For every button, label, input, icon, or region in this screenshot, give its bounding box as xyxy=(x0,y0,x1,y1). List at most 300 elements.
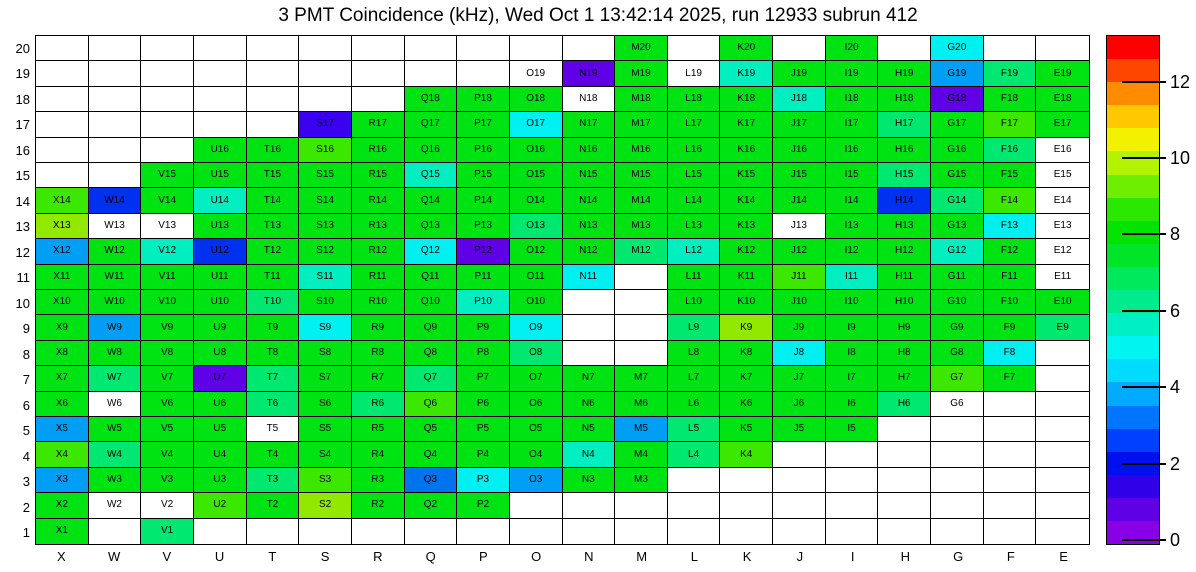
grid-cell xyxy=(1036,493,1089,518)
grid-cell: T13 xyxy=(247,214,300,239)
grid-cell: L17 xyxy=(668,112,721,137)
grid-cell xyxy=(457,519,510,544)
grid-cell: M15 xyxy=(615,163,668,188)
grid-cell: X3 xyxy=(36,468,89,493)
colorbar-segment xyxy=(1107,313,1159,336)
grid-cell: H9 xyxy=(878,315,931,340)
colorbar-segment xyxy=(1107,221,1159,244)
grid-cell xyxy=(510,493,563,518)
grid-cell xyxy=(563,493,616,518)
grid-cell: S2 xyxy=(299,493,352,518)
y-axis-tick-label: 20 xyxy=(15,40,30,56)
grid-cell: Q17 xyxy=(405,112,458,137)
grid-cell: U10 xyxy=(194,290,247,315)
plot-title: 3 PMT Coincidence (kHz), Wed Oct 1 13:42:14 2025, run 12933 subrun 412 xyxy=(278,5,918,26)
grid-cell: U5 xyxy=(194,417,247,442)
grid-cell: R12 xyxy=(352,239,405,264)
grid-cell: K13 xyxy=(720,214,773,239)
colorbar-tick-label: 4 xyxy=(1170,377,1181,398)
x-axis-tick-label: P xyxy=(479,549,488,564)
grid-cell: X12 xyxy=(36,239,89,264)
grid-cell xyxy=(36,112,89,137)
grid-cell xyxy=(984,519,1037,544)
grid-cell: L10 xyxy=(668,290,721,315)
grid-cell: F8 xyxy=(984,341,1037,366)
grid-cell: F13 xyxy=(984,214,1037,239)
grid-cell xyxy=(878,417,931,442)
grid-cell: Q4 xyxy=(405,442,458,467)
grid-cell: F18 xyxy=(984,87,1037,112)
grid-cell: K12 xyxy=(720,239,773,264)
grid-cell: O4 xyxy=(510,442,563,467)
grid-cell: I12 xyxy=(826,239,879,264)
grid-cell xyxy=(194,61,247,86)
grid-cell xyxy=(773,36,826,61)
grid-cell xyxy=(826,468,879,493)
grid-cell: L11 xyxy=(668,265,721,290)
grid-cell: M6 xyxy=(615,392,668,417)
grid-cell: I14 xyxy=(826,188,879,213)
grid-cell xyxy=(457,36,510,61)
grid-cell: X6 xyxy=(36,392,89,417)
grid-cell: Q8 xyxy=(405,341,458,366)
grid-cell: K8 xyxy=(720,341,773,366)
grid-cell xyxy=(563,290,616,315)
grid-cell: W14 xyxy=(89,188,142,213)
grid-cell: J17 xyxy=(773,112,826,137)
colorbar-segment xyxy=(1107,59,1159,82)
grid-cell: R11 xyxy=(352,265,405,290)
x-axis-tick-label: O xyxy=(531,549,542,564)
grid-cell: J6 xyxy=(773,392,826,417)
grid-cell xyxy=(878,519,931,544)
grid-cell: L16 xyxy=(668,138,721,163)
grid-cell: I7 xyxy=(826,366,879,391)
grid-cell: T9 xyxy=(247,315,300,340)
grid-cell: G9 xyxy=(931,315,984,340)
grid-cell: N16 xyxy=(563,138,616,163)
colorbar-segment xyxy=(1107,128,1159,151)
grid-cell xyxy=(1036,36,1089,61)
y-axis-tick-label: 7 xyxy=(22,372,30,388)
y-axis-tick-label: 1 xyxy=(22,525,30,541)
grid-cell: Q3 xyxy=(405,468,458,493)
grid-cell: M16 xyxy=(615,138,668,163)
grid-cell: R10 xyxy=(352,290,405,315)
grid-cell: M17 xyxy=(615,112,668,137)
grid-cell: N12 xyxy=(563,239,616,264)
y-axis-tick-label: 17 xyxy=(15,117,30,133)
grid-cell xyxy=(984,417,1037,442)
grid-cell: R6 xyxy=(352,392,405,417)
y-axis-tick-label: 8 xyxy=(22,346,30,362)
grid-cell: J9 xyxy=(773,315,826,340)
grid-cell xyxy=(720,493,773,518)
grid-cell xyxy=(563,36,616,61)
grid-cell: P14 xyxy=(457,188,510,213)
grid-cell xyxy=(36,138,89,163)
grid-cell: K4 xyxy=(720,442,773,467)
grid-cell: V11 xyxy=(141,265,194,290)
grid-cell xyxy=(668,468,721,493)
grid-cell: U11 xyxy=(194,265,247,290)
grid-cell: R14 xyxy=(352,188,405,213)
grid-cell: U3 xyxy=(194,468,247,493)
colorbar-tick-label: 8 xyxy=(1170,224,1181,245)
grid-cell: H19 xyxy=(878,61,931,86)
grid-cell: M3 xyxy=(615,468,668,493)
y-axis-tick-label: 4 xyxy=(22,448,30,464)
grid-cell: U8 xyxy=(194,341,247,366)
grid-cell xyxy=(194,112,247,137)
grid-cell: E10 xyxy=(1036,290,1089,315)
grid-cell: G19 xyxy=(931,61,984,86)
grid-cell: X2 xyxy=(36,493,89,518)
grid-cell: E11 xyxy=(1036,265,1089,290)
grid-cell: O8 xyxy=(510,341,563,366)
grid-cell: I15 xyxy=(826,163,879,188)
grid-cell: I11 xyxy=(826,265,879,290)
grid-cell: L18 xyxy=(668,87,721,112)
y-axis-tick-label: 9 xyxy=(22,321,30,337)
grid-cell: E12 xyxy=(1036,239,1089,264)
grid-cell: J14 xyxy=(773,188,826,213)
x-axis-tick-label: W xyxy=(107,549,121,564)
grid-cell xyxy=(405,519,458,544)
grid-cell: T7 xyxy=(247,366,300,391)
grid-cell: P17 xyxy=(457,112,510,137)
grid-cell xyxy=(615,315,668,340)
grid-cell: V8 xyxy=(141,341,194,366)
grid-cell: T6 xyxy=(247,392,300,417)
grid-cell: Q12 xyxy=(405,239,458,264)
x-axis-tick-label: S xyxy=(320,549,330,564)
grid-cell: R13 xyxy=(352,214,405,239)
grid-cell: K5 xyxy=(720,417,773,442)
grid-cell xyxy=(563,519,616,544)
grid-cell xyxy=(720,519,773,544)
grid-cell: E18 xyxy=(1036,87,1089,112)
grid-cell: M12 xyxy=(615,239,668,264)
colorbar-segment xyxy=(1107,336,1159,359)
grid-cell xyxy=(826,442,879,467)
grid-cell: N13 xyxy=(563,214,616,239)
grid-cell: P8 xyxy=(457,341,510,366)
grid-cell xyxy=(89,519,142,544)
grid-cell xyxy=(1036,341,1089,366)
grid-cell: S12 xyxy=(299,239,352,264)
grid-cell: R15 xyxy=(352,163,405,188)
grid-cell xyxy=(299,36,352,61)
grid-cell: J5 xyxy=(773,417,826,442)
grid-cell: F9 xyxy=(984,315,1037,340)
grid-cell: F11 xyxy=(984,265,1037,290)
grid-cell: K15 xyxy=(720,163,773,188)
grid-cell: K18 xyxy=(720,87,773,112)
grid-cell: Q11 xyxy=(405,265,458,290)
grid-cell xyxy=(984,36,1037,61)
grid-cell xyxy=(36,36,89,61)
grid-cell: N19 xyxy=(563,61,616,86)
grid-cell: F10 xyxy=(984,290,1037,315)
grid-cell xyxy=(931,519,984,544)
grid-cell xyxy=(405,61,458,86)
x-axis-tick-label: J xyxy=(796,549,804,564)
colorbar-tick xyxy=(1122,539,1166,541)
grid-cell xyxy=(615,493,668,518)
grid-cell xyxy=(878,36,931,61)
grid-cell: M19 xyxy=(615,61,668,86)
grid-cell: I5 xyxy=(826,417,879,442)
grid-cell: W6 xyxy=(89,392,142,417)
y-axis-tick-label: 6 xyxy=(22,397,30,413)
grid-cell: M5 xyxy=(615,417,668,442)
grid-cell: M14 xyxy=(615,188,668,213)
grid-cell: N5 xyxy=(563,417,616,442)
grid-cell: W2 xyxy=(89,493,142,518)
grid-cell: S10 xyxy=(299,290,352,315)
colorbar-segment xyxy=(1107,406,1159,429)
grid-cell: O15 xyxy=(510,163,563,188)
grid-cell: G11 xyxy=(931,265,984,290)
grid-cell: O6 xyxy=(510,392,563,417)
grid-cell: I18 xyxy=(826,87,879,112)
colorbar-tick xyxy=(1122,233,1166,235)
x-axis-tick-label: M xyxy=(636,549,648,564)
grid-cell: X7 xyxy=(36,366,89,391)
colorbar-tick xyxy=(1122,310,1166,312)
grid-cell: P3 xyxy=(457,468,510,493)
grid-cell: N18 xyxy=(563,87,616,112)
y-axis-tick-label: 10 xyxy=(15,295,30,311)
grid-cell: I19 xyxy=(826,61,879,86)
grid-cell: E15 xyxy=(1036,163,1089,188)
grid-cell xyxy=(773,468,826,493)
grid-cell: L15 xyxy=(668,163,721,188)
x-axis-tick-label: G xyxy=(953,549,964,564)
grid-cell: E16 xyxy=(1036,138,1089,163)
colorbar-segment xyxy=(1107,244,1159,267)
grid-cell: N7 xyxy=(563,366,616,391)
grid-cell: J16 xyxy=(773,138,826,163)
grid-cell: S4 xyxy=(299,442,352,467)
grid-cell: J18 xyxy=(773,87,826,112)
grid-cell: O11 xyxy=(510,265,563,290)
grid-cell xyxy=(89,112,142,137)
grid-cell xyxy=(141,36,194,61)
grid-cell xyxy=(405,36,458,61)
x-axis-tick-label: F xyxy=(1006,549,1015,564)
grid-cell: M18 xyxy=(615,87,668,112)
grid-cell: T16 xyxy=(247,138,300,163)
grid-cell: P12 xyxy=(457,239,510,264)
grid-cell xyxy=(1036,366,1089,391)
grid-cell: O19 xyxy=(510,61,563,86)
grid-cell: T11 xyxy=(247,265,300,290)
grid-cell: K9 xyxy=(720,315,773,340)
grid-cell: P15 xyxy=(457,163,510,188)
x-axis-tick-label: I xyxy=(850,549,855,564)
grid-cell: O18 xyxy=(510,87,563,112)
grid-cell: S3 xyxy=(299,468,352,493)
grid-cell xyxy=(36,163,89,188)
grid-cell xyxy=(1036,392,1089,417)
grid-cell: W8 xyxy=(89,341,142,366)
grid-cell xyxy=(36,61,89,86)
colorbar-tick xyxy=(1122,81,1166,83)
grid-cell: W11 xyxy=(89,265,142,290)
grid-cell: L6 xyxy=(668,392,721,417)
grid-cell: Q13 xyxy=(405,214,458,239)
grid-cell: U6 xyxy=(194,392,247,417)
grid-cell xyxy=(141,87,194,112)
grid-cell: O14 xyxy=(510,188,563,213)
grid-cell: N17 xyxy=(563,112,616,137)
grid-cell: S8 xyxy=(299,341,352,366)
grid-cell: V14 xyxy=(141,188,194,213)
grid-cell: R5 xyxy=(352,417,405,442)
grid-cell: U2 xyxy=(194,493,247,518)
grid-cell: K16 xyxy=(720,138,773,163)
grid-cell: F17 xyxy=(984,112,1037,137)
grid-cell: W4 xyxy=(89,442,142,467)
grid-cell xyxy=(563,315,616,340)
grid-cell: L9 xyxy=(668,315,721,340)
x-axis-tick-label: U xyxy=(214,549,225,564)
grid-cell: P4 xyxy=(457,442,510,467)
colorbar-segment xyxy=(1107,198,1159,221)
grid-cell: G6 xyxy=(931,392,984,417)
y-axis-tick-label: 11 xyxy=(16,270,30,286)
grid-cell: U9 xyxy=(194,315,247,340)
grid-cell: G12 xyxy=(931,239,984,264)
y-axis-tick-label: 5 xyxy=(22,423,30,439)
grid-cell: P18 xyxy=(457,87,510,112)
grid-cell xyxy=(984,468,1037,493)
grid-cell: L7 xyxy=(668,366,721,391)
y-axis-tick-label: 14 xyxy=(15,193,30,209)
grid-cell: Q15 xyxy=(405,163,458,188)
grid-cell: O5 xyxy=(510,417,563,442)
grid-cell xyxy=(826,493,879,518)
grid-cell: P2 xyxy=(457,493,510,518)
grid-cell: K17 xyxy=(720,112,773,137)
grid-cell: R2 xyxy=(352,493,405,518)
grid-cell: V2 xyxy=(141,493,194,518)
grid-cell: P11 xyxy=(457,265,510,290)
grid-cell: L13 xyxy=(668,214,721,239)
grid-cell: T3 xyxy=(247,468,300,493)
grid-cell: T14 xyxy=(247,188,300,213)
grid-cell: H16 xyxy=(878,138,931,163)
grid-cell xyxy=(931,417,984,442)
grid-cell xyxy=(352,36,405,61)
grid-cell xyxy=(826,519,879,544)
grid-cell xyxy=(773,493,826,518)
colorbar-segment xyxy=(1107,429,1159,452)
grid-cell: F15 xyxy=(984,163,1037,188)
grid-cell: S13 xyxy=(299,214,352,239)
grid-cell: O16 xyxy=(510,138,563,163)
grid-cell xyxy=(668,493,721,518)
grid-cell: K10 xyxy=(720,290,773,315)
grid-cell xyxy=(931,468,984,493)
colorbar-segment xyxy=(1107,359,1159,382)
x-axis-tick-label: L xyxy=(690,549,698,564)
colorbar-segment xyxy=(1107,475,1159,498)
grid-cell xyxy=(36,87,89,112)
x-axis-tick-label: N xyxy=(584,549,594,564)
grid-cell xyxy=(352,61,405,86)
grid-cell: F19 xyxy=(984,61,1037,86)
grid-cell: P13 xyxy=(457,214,510,239)
grid-cell: R4 xyxy=(352,442,405,467)
grid-cell: P16 xyxy=(457,138,510,163)
grid-cell xyxy=(931,442,984,467)
colorbar-tick xyxy=(1122,157,1166,159)
grid-cell xyxy=(141,112,194,137)
y-axis-tick-label: 3 xyxy=(22,474,30,490)
grid-cell xyxy=(615,265,668,290)
grid-cell: J8 xyxy=(773,341,826,366)
grid-cell: X13 xyxy=(36,214,89,239)
grid-cell: G20 xyxy=(931,36,984,61)
grid-cell: U16 xyxy=(194,138,247,163)
grid-cell: J11 xyxy=(773,265,826,290)
y-axis-tick-label: 19 xyxy=(15,66,30,82)
y-axis-tick-label: 15 xyxy=(15,168,30,184)
grid-cell: I6 xyxy=(826,392,879,417)
grid-cell xyxy=(984,493,1037,518)
colorbar-segment xyxy=(1107,267,1159,290)
grid-cell xyxy=(878,468,931,493)
grid-cell: H8 xyxy=(878,341,931,366)
grid-cell: U4 xyxy=(194,442,247,467)
grid-cell xyxy=(352,87,405,112)
grid-cell: R7 xyxy=(352,366,405,391)
grid-cell: W12 xyxy=(89,239,142,264)
x-axis-tick-label: V xyxy=(162,549,172,564)
grid-cell: G15 xyxy=(931,163,984,188)
grid-cell: F7 xyxy=(984,366,1037,391)
grid-cell: K20 xyxy=(720,36,773,61)
grid-cell: H13 xyxy=(878,214,931,239)
grid-cell xyxy=(668,36,721,61)
grid-cell xyxy=(563,341,616,366)
grid-cell xyxy=(194,519,247,544)
grid-cell xyxy=(615,341,668,366)
grid-cell: Q9 xyxy=(405,315,458,340)
grid-cell: P5 xyxy=(457,417,510,442)
grid-cell: I20 xyxy=(826,36,879,61)
grid-cell: N15 xyxy=(563,163,616,188)
grid-cell: Q7 xyxy=(405,366,458,391)
grid-cell: X9 xyxy=(36,315,89,340)
grid-cell: P7 xyxy=(457,366,510,391)
grid-cell: L14 xyxy=(668,188,721,213)
grid-cell: X11 xyxy=(36,265,89,290)
grid-cell: O12 xyxy=(510,239,563,264)
grid-cell: H7 xyxy=(878,366,931,391)
grid-cell: X10 xyxy=(36,290,89,315)
grid-cell: S9 xyxy=(299,315,352,340)
colorbar-tick-label: 0 xyxy=(1170,530,1181,550)
grid-cell: V13 xyxy=(141,214,194,239)
grid-cell xyxy=(141,138,194,163)
grid-cell: G17 xyxy=(931,112,984,137)
grid-cell xyxy=(1036,468,1089,493)
grid-cell: N14 xyxy=(563,188,616,213)
